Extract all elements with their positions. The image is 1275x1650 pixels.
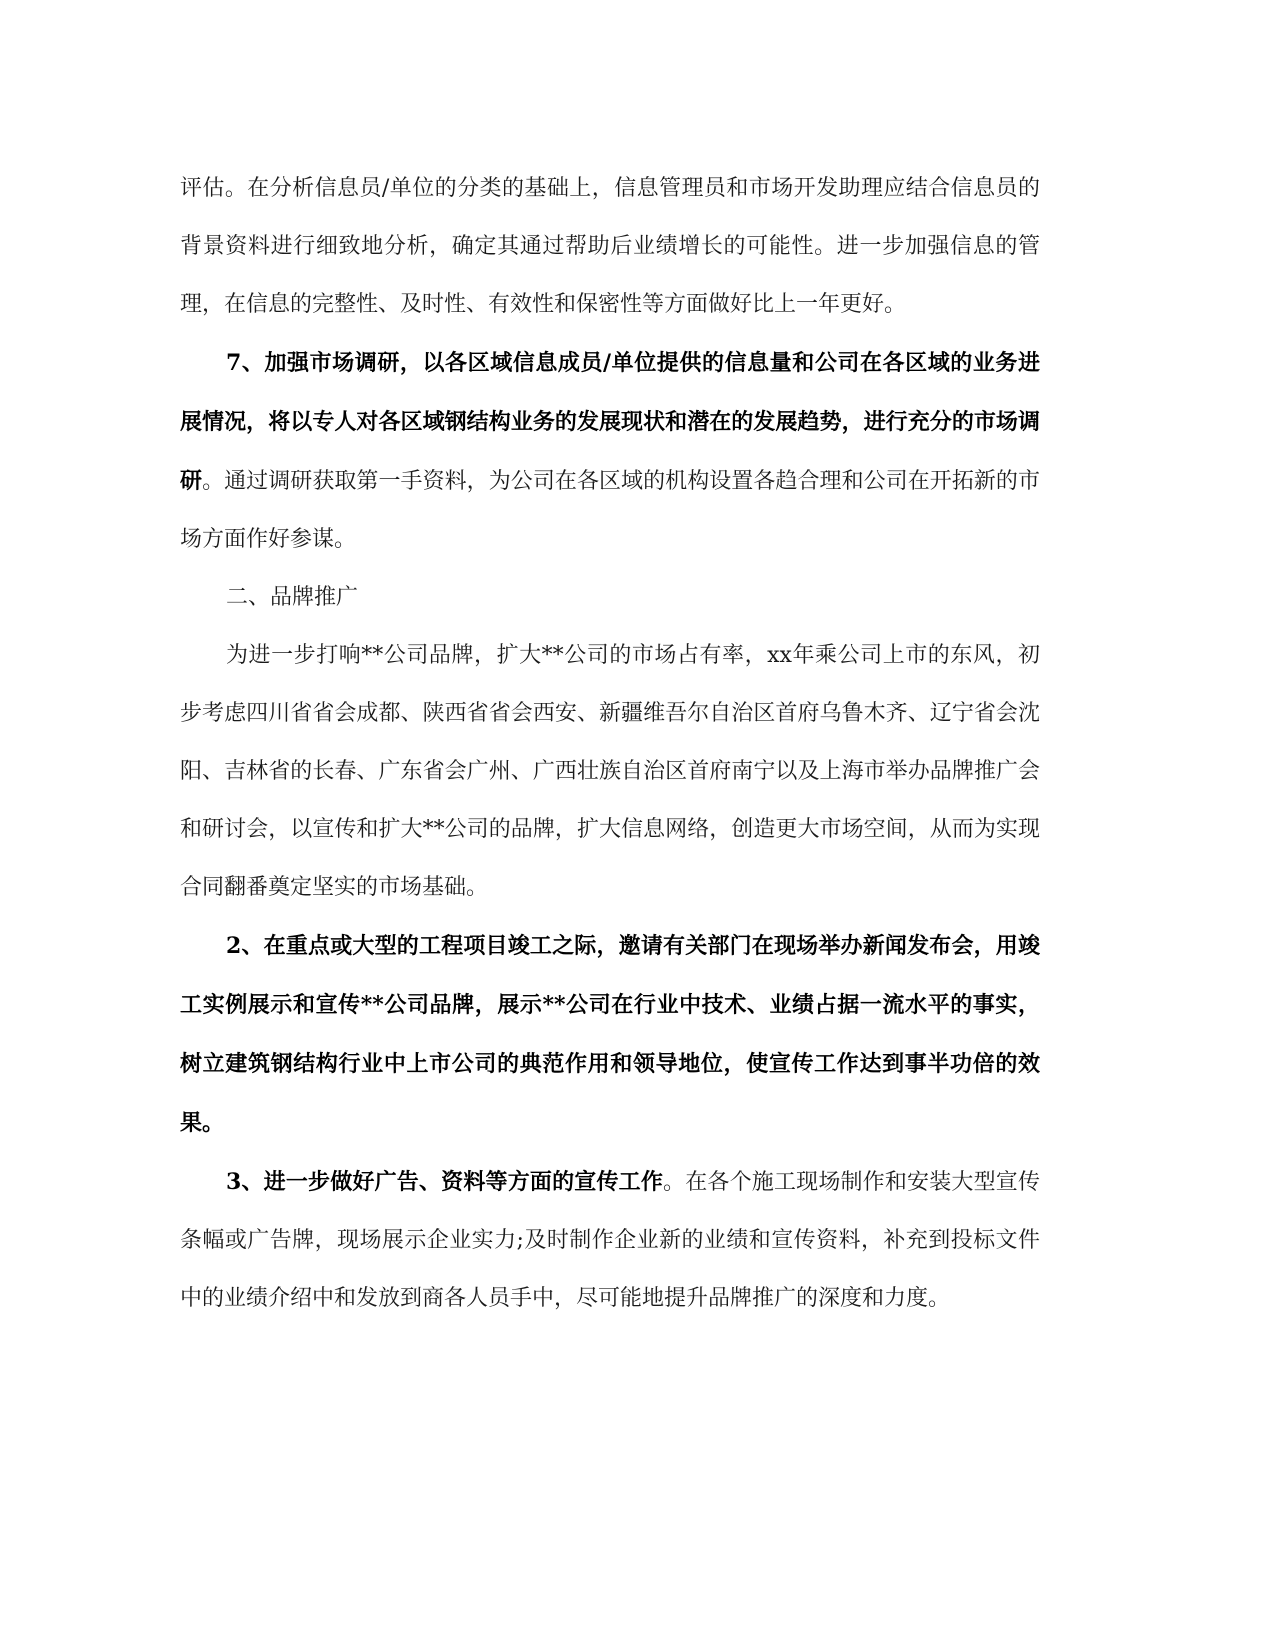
paragraph-text: 。在各个施工现场制作和安装大型宣传条幅或广告牌，现场展示企业实力;及时制作企业新的业绩和宣传资料，补充到投标文件中的业绩介绍中和发放到商各人员手中，尽可能地提升品牌推广的深度和力度。 — [180, 1170, 1040, 1311]
paragraph-brand-events — [180, 627, 1040, 917]
paragraph-heading-bold: 7、加强市场调研，以各区域信息成员/单位提供的信息量和公司在各区域的业务进展情况，将以专人对各区域钢结构业务的发展现状和潜在的发展趋势，进行充分的市场调研 — [180, 350, 1040, 494]
paragraph-advertising — [180, 1153, 1040, 1328]
paragraph-info-evaluation — [180, 160, 1040, 334]
paragraph-text: 。通过调研获取第一手资料，为公司在各区域的机构设置各趋合理和公司在开拓新的市场方面作好参谋。 — [180, 469, 1040, 552]
document-page — [180, 160, 1040, 1328]
paragraph-text: 为进一步打响**公司品牌，扩大**公司的市场占有率，xx年乘公司上市的东风，初步考虑四川省省会成都、陕西省省会西安、新疆维吾尔自治区首府乌鲁木齐、辽宁省会沈阳、吉林省的长春、广东省会广州、广西壮族自治区首府南宁以及上海市举办品牌推广会和研讨会，以宣传和扩大**公司的品牌，扩大信息网络，创造更大市场空间，从而为实现合同翻番奠定坚实的市场基础。 — [180, 643, 1040, 900]
paragraph-heading-bold: 2、在重点或大型的工程项目竣工之际，邀请有关部门在现场举办新闻发布会，用竣工实例展示和宣传**公司品牌，展示**公司在行业中技术、业绩占据一流水平的事实，树立建筑钢结构行业中上市公司的典范作用和领导地位，使宣传工作达到事半功倍的效果。 — [180, 933, 1040, 1136]
paragraph-market-research — [180, 334, 1040, 569]
paragraph-heading-bold: 3、进一步做好广告、资料等方面的宣传工作 — [226, 1169, 664, 1195]
section-heading-text: 二、品牌推广 — [226, 585, 359, 610]
section-heading-brand-promotion — [180, 569, 1040, 627]
paragraph-press-conference — [180, 917, 1040, 1153]
paragraph-text: 评估。在分析信息员/单位的分类的基础上，信息管理员和市场开发助理应结合信息员的背景资料进行细致地分析，确定其通过帮助后业绩增长的可能性。进一步加强信息的管理，在信息的完整性、及时性、有效性和保密性等方面做好比上一年更好。 — [180, 176, 1040, 317]
